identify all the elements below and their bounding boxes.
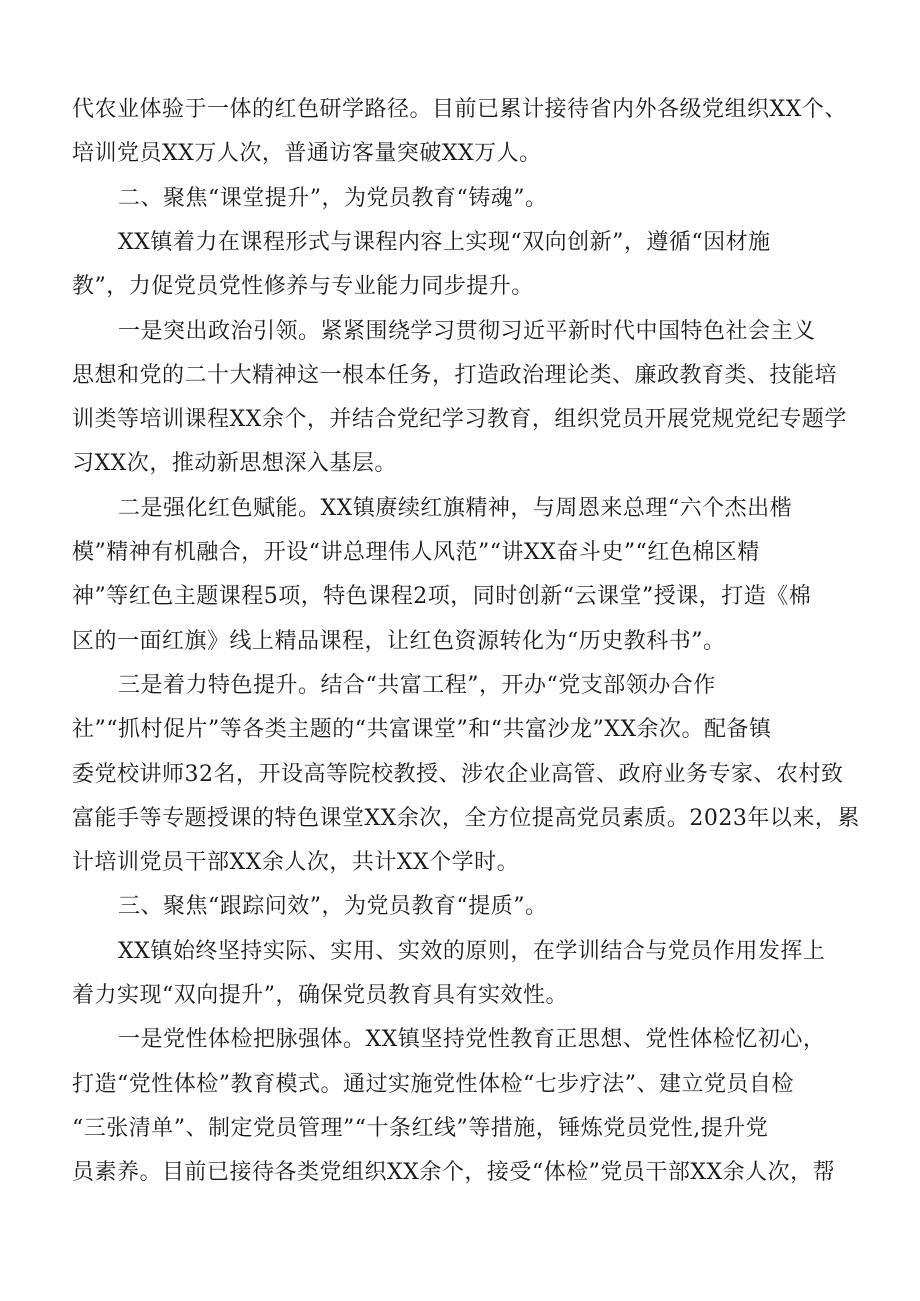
text-line: 神”等红色主题课程5项，特色课程2项，同时创新“云课堂”授课，打造《棉 [72,584,812,609]
text-line: 员素养。目前已接待各类党组织XX余个，接受“体检”党员干部XX余人次，帮 [72,1160,836,1185]
text-line: 区的一面红旗》线上精品课程，让红色资源转化为“历史教科书”。 [72,629,726,654]
text-line: 三是着力特色提升。结合“共富工程”，开办“党支部领办合作 [118,673,716,698]
text-line: 习XX次，推动新思想深入基层。 [72,451,397,476]
text-line: XX镇始终坚持实际、实用、实效的原则，在学训结合与党员作用发挥上 [118,939,826,964]
text-line: 委党校讲师32名，开设高等院校教授、涉农企业高管、政府业务专家、农村致 [72,762,844,787]
text-line: 教”，力促党员党性修养与专业能力同步提升。 [72,274,534,299]
text-line: 一是党性体检把脉强体。XX镇坚持党性教育正思想、党性体检忆初心， [118,1027,826,1052]
text-line: 模”精神有机融合，开设“讲总理伟人风范”“讲XX奋斗史”“红色棉区精 [72,540,760,565]
text-line: XX镇着力在课程形式与课程内容上实现“双向创新”，遵循“因材施 [118,230,771,255]
text-line: 二是强化红色赋能。XX镇赓续红旗精神，与周恩来总理“六个杰出楷 [118,496,793,521]
text-line: 社”“抓村促片”等各类主题的“共富课堂”和“共富沙龙”XX余次。配备镇 [72,717,772,742]
text-line: 计培训党员干部XX余人次，共计XX个学时。 [72,850,520,875]
text-line: 思想和党的二十大精神这一根本任务，打造政治理论类、廉政教育类、技能培 [72,363,838,388]
text-line: 打造“党性体检”教育模式。通过实施党性体检“七步疗法”、建立党员自检 [72,1072,794,1097]
text-line: 富能手等专题授课的特色课堂XX余次，全方位提高党员素质。2023年以来，累 [72,806,860,831]
text-line: 训类等培训课程XX余个，并结合党纪学习教育，组织党员开展党规党纪专题学 [72,407,847,432]
section-heading: 三、聚焦“跟踪问效”，为党员教育“提质”。 [118,894,548,919]
section-heading: 二、聚焦“课堂提升”，为党员教育“铸魂”。 [118,186,548,211]
text-line: “三张清单”、制定党员管理”“十条红线”等措施，锤炼党员党性,提升党 [72,1116,769,1141]
text-line: 代农业体验于一体的红色研学路径。目前已累计接待省内外各级党组织XX个、 [72,97,847,122]
text-line: 一是突出政治引领。紧紧围绕学习贯彻习近平新时代中国特色社会主义 [118,319,816,344]
text-line: 着力实现“双向提升”，确保党员教育具有实效性。 [72,983,568,1008]
text-line: 培训党员XX万人次，普通访客量突破XX万人。 [72,141,542,166]
